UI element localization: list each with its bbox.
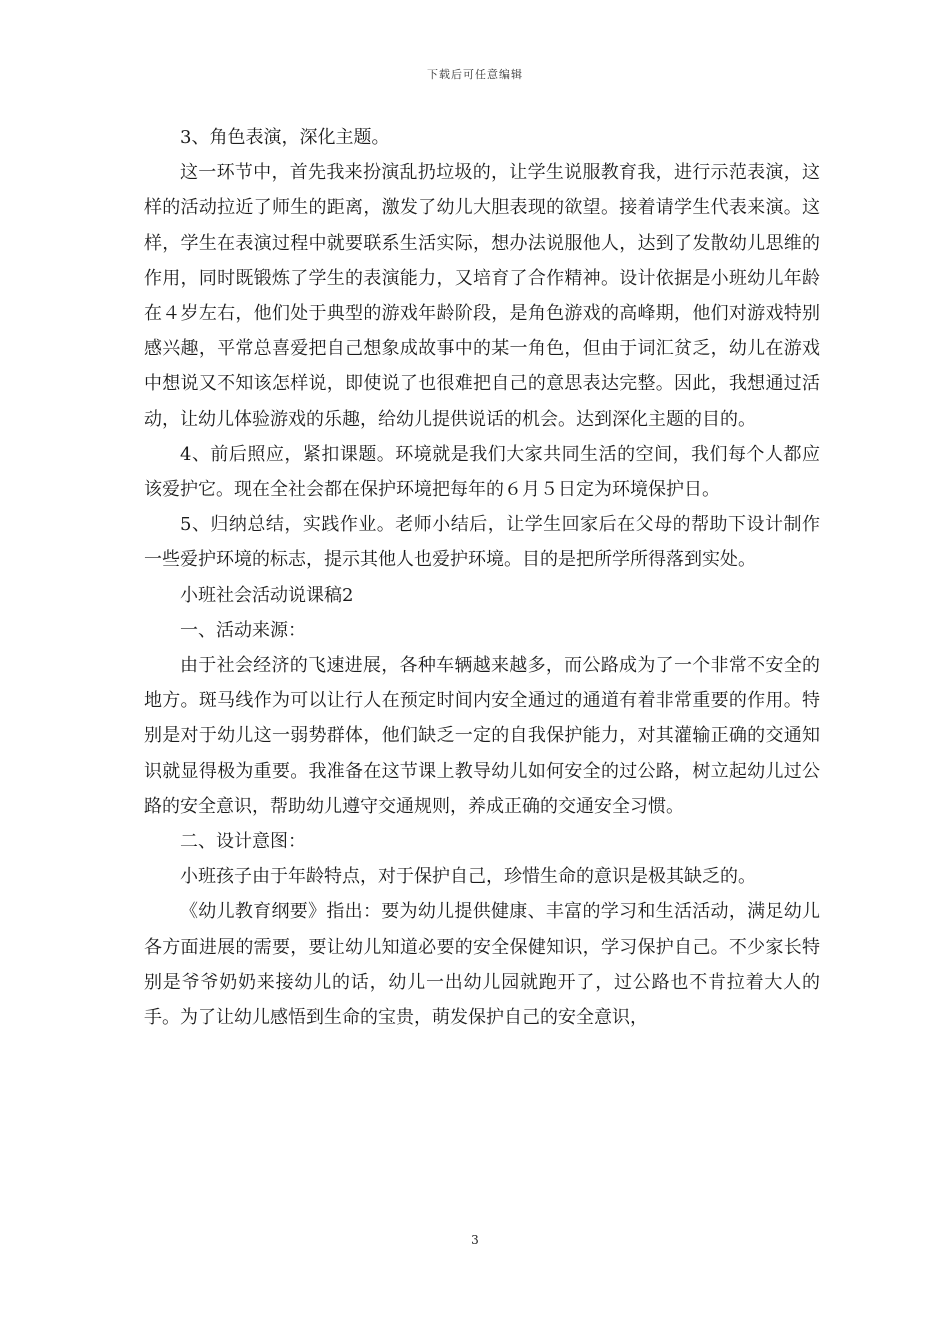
paragraph-design-intent: 小班孩子由于年龄特点，对于保护自己，珍惜生命的意识是极其缺乏的。	[180, 866, 756, 888]
paragraph-guidelines: 《幼儿教育纲要》指出：要为幼儿提供健康、丰富的学习和生活活动，满足幼儿各方面进展的需要，要让幼儿知道必要的安全保健知识，学习保护自己。不少家长特别是爷爷奶奶来接幼儿的话，幼儿一出幼儿园就跑开了，过公路也不肯拉着大人的手。为了让幼儿感悟到生命的宝贵，萌发保护自己的安全意识，	[144, 901, 820, 1029]
paragraph-step5: 5、归纳总结，实践作业。老师小结后，让学生回家后在父母的帮助下设计制作一些爱护环境的标志，提示其他人也爱护环境。目的是把所学所得落到实处。	[144, 514, 820, 571]
section-title: 小班社会活动说课稿2	[180, 584, 354, 606]
paragraph-step3-body: 这一环节中，首先我来扮演乱扔垃圾的，让学生说服教育我，进行示范表演，这样的活动拉近了师生的距离，激发了幼儿大胆表现的欲望。接着请学生代表来演。这样，学生在表演过程中就要联系生活实际，想办法说服他人，达到了发散幼儿思维的作用，同时既锻炼了学生的表演能力，又培育了合作精神。设计依据是小班幼儿年龄在４岁左右，他们处于典型的游戏年龄阶段，是角色游戏的高峰期，他们对游戏特别感兴趣，平常总喜爱把自己想象成故事中的某一角色，但由于词汇贫乏，幼儿在游戏中想说又不知该怎样说，即使说了也很难把自己的意思表达完整。因此，我想通过活动，让幼儿体验游戏的乐趣，给幼儿提供说话的机会。达到深化主题的目的。	[144, 162, 820, 430]
page-header-note: 下载后可任意编辑	[427, 68, 523, 81]
page-number: 3	[471, 1233, 479, 1247]
document-body	[144, 120, 820, 1035]
heading-design-intent: 二、设计意图：	[180, 831, 306, 853]
paragraph-step4: 4、前后照应，紧扣课题。环境就是我们大家共同生活的空间，我们每个人都应该爱护它。现在全社会都在保护环境把每年的６月５日定为环境保护日。	[144, 443, 820, 501]
heading-activity-source: 一、活动来源：	[180, 619, 306, 641]
paragraph-activity-source: 由于社会经济的飞速进展，各种车辆越来越多，而公路成为了一个非常不安全的地方。斑马线作为可以让行人在预定时间内安全通过的通道有着非常重要的作用。特别是对于幼儿这一弱势群体，他们缺乏一定的自我保护能力，对其灌输正确的交通知识就显得极为重要。我准备在这节课上教导幼儿如何安全的过公路，树立起幼儿过公路的安全意识，帮助幼儿遵守交通规则，养成正确的交通安全习惯。	[144, 655, 820, 817]
paragraph-step3-heading: 3、角色表演，深化主题。	[180, 127, 390, 148]
